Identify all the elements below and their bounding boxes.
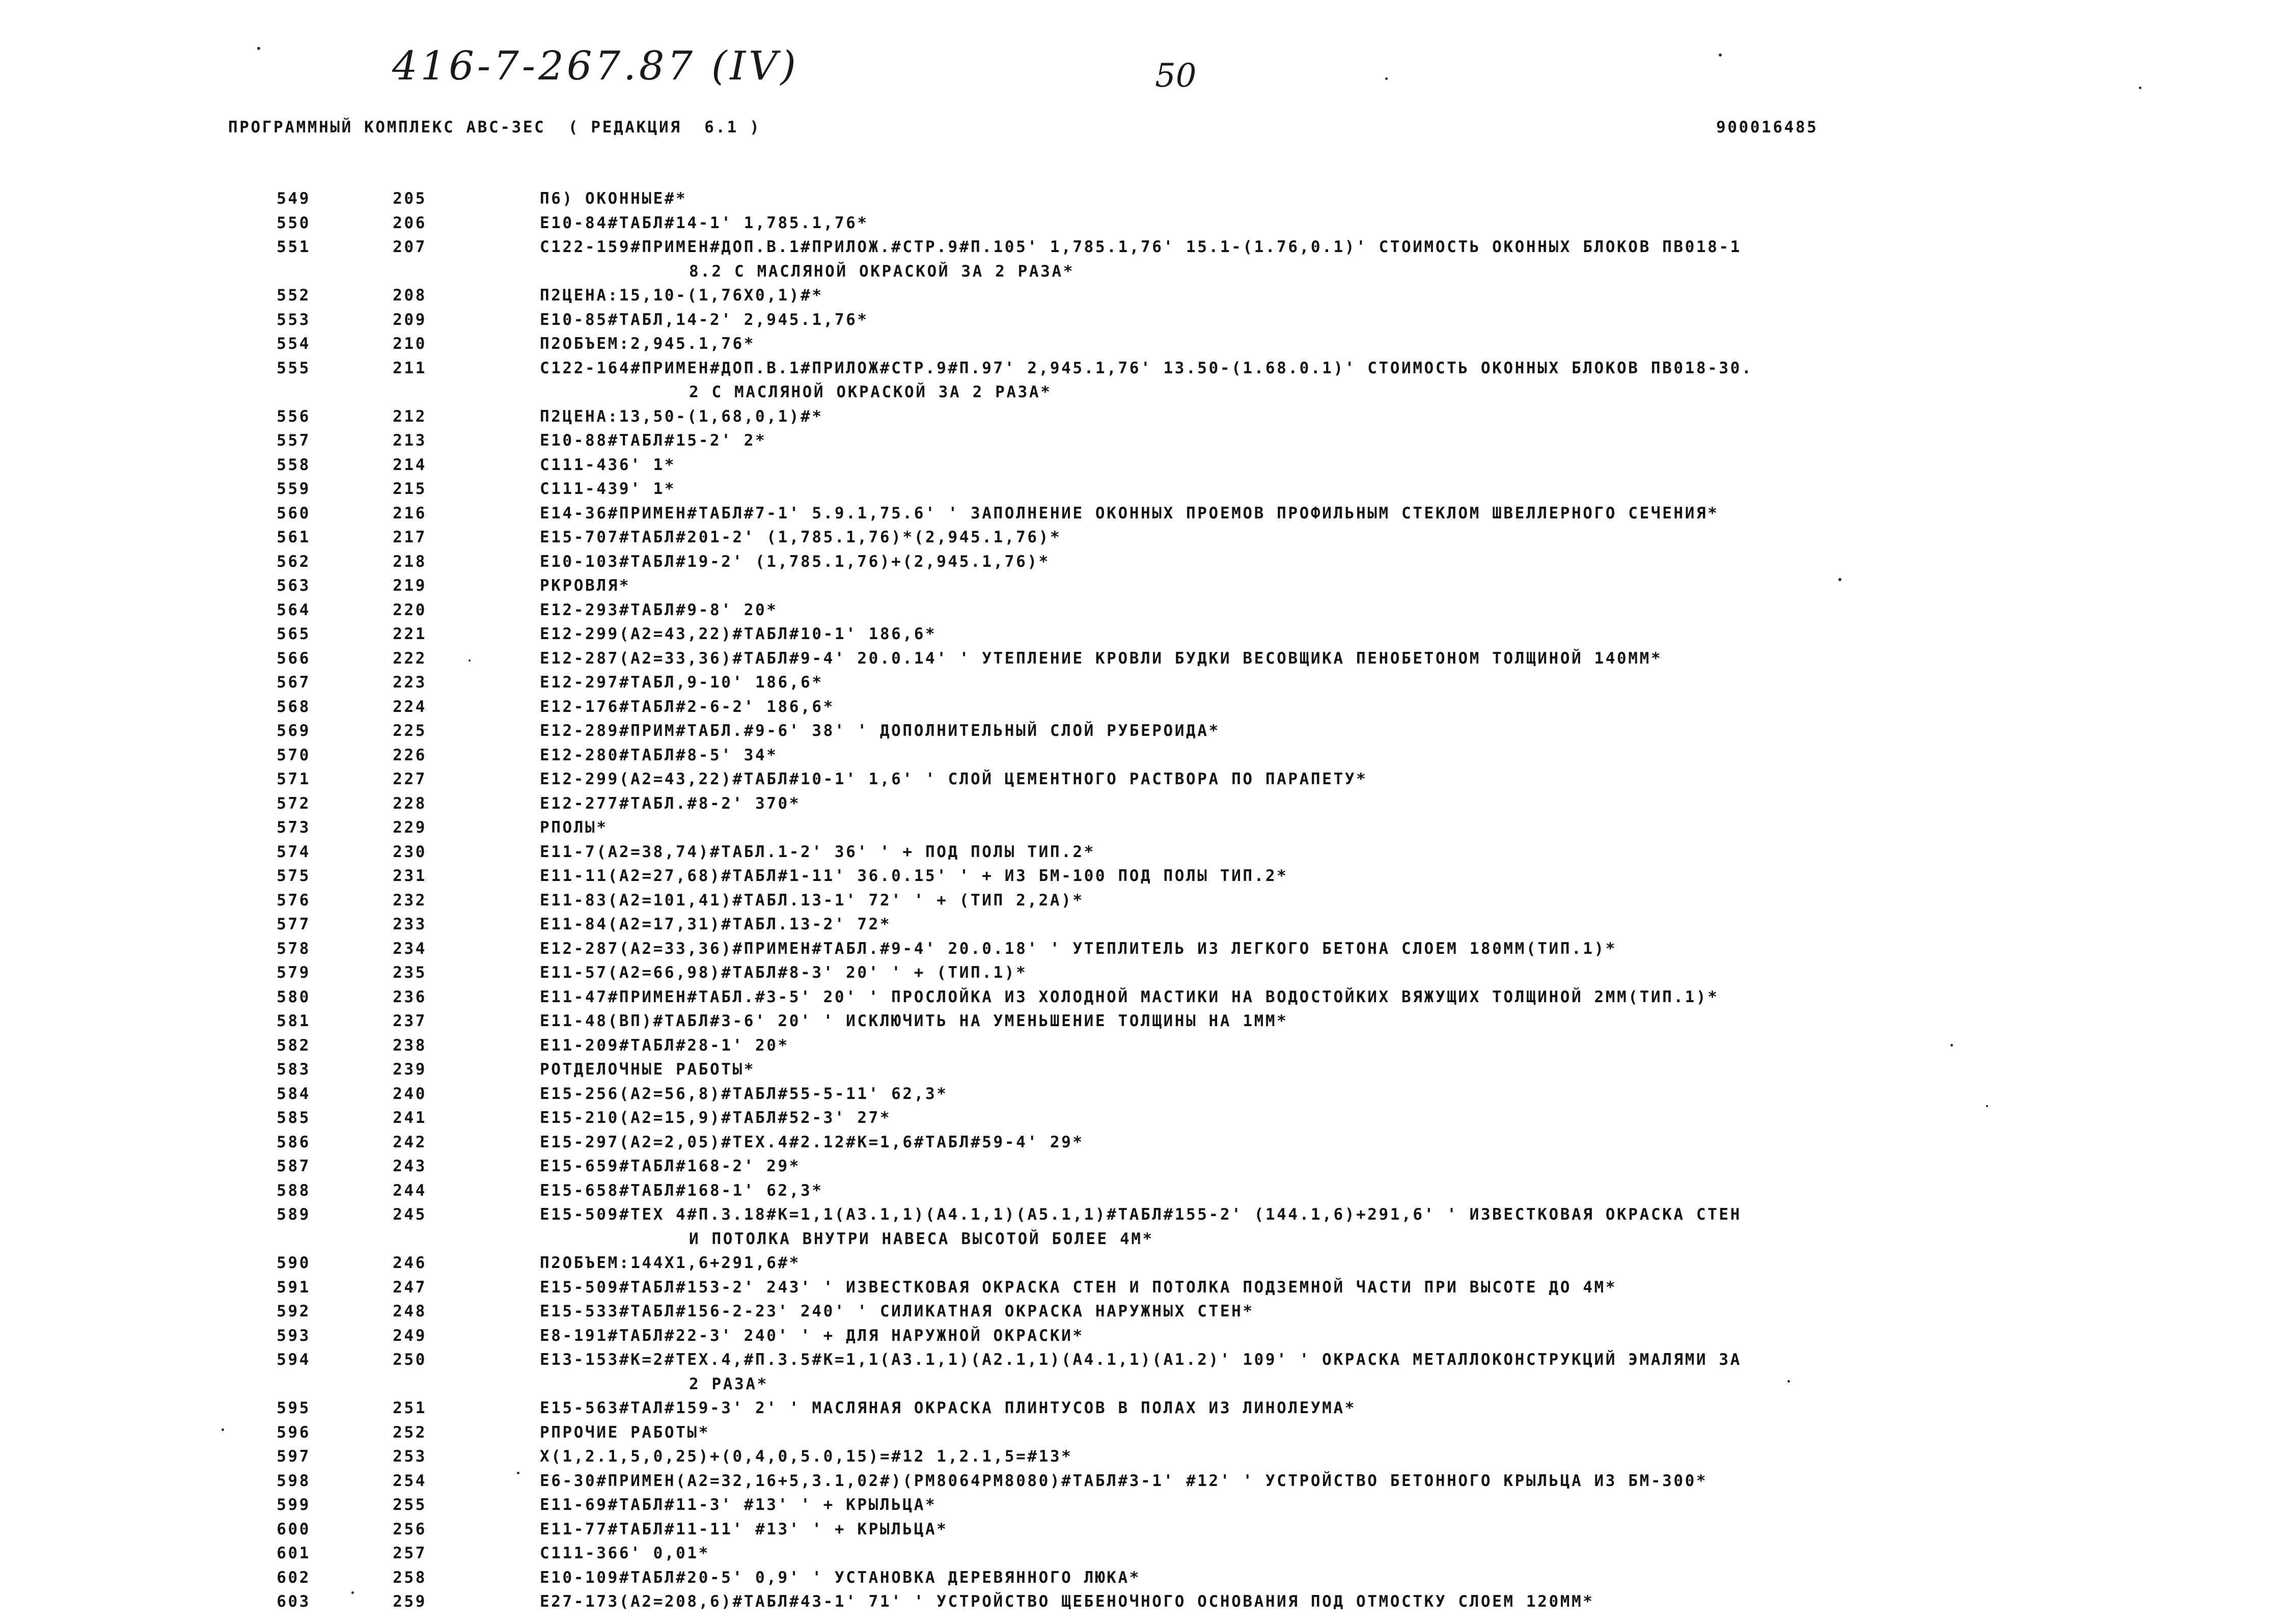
statement-text: Е11-83(А2=101,41)#ТАБЛ.13-1' 72' ' + (ТИП 2,2А)*: [540, 891, 1084, 910]
line-number: 553: [277, 310, 311, 329]
listing-row: [0, 1036, 2285, 1061]
statement-text: РКРОВЛЯ*: [540, 576, 631, 595]
listing-row: [0, 1520, 2285, 1545]
line-number: 571: [277, 770, 311, 788]
statement-text: Е10-85#ТАБЛ,14-2' 2,945.1,76*: [540, 310, 869, 329]
statement-text: Е10-88#ТАБЛ#15-2' 2*: [540, 431, 767, 450]
statement-text: Е12-297#ТАБЛ,9-10' 186,6*: [540, 673, 823, 692]
statement-text: Е15-509#ТАБЛ#153-2' 243' ' ИЗВЕСТКОВАЯ ОКРАСКА СТЕН И ПОТОЛКА ПОДЗЕМНОЙ ЧАСТИ ПРИ ВЫСОТЕ ДО 4М*: [540, 1278, 1617, 1297]
statement-text: Е15-256(А2=56,8)#ТАБЛ#55-5-11' 62,3*: [540, 1084, 948, 1103]
scan-speck: [1385, 77, 1388, 80]
program-header: ПРОГРАММНЫЙ КОМПЛЕКС АВС-3ЕС ( РЕДАКЦИЯ 6.1 ): [228, 118, 761, 136]
statement-number: 217: [393, 528, 427, 546]
statement-text: Е11-57(А2=66,98)#ТАБЛ#8-3' 20' ' + (ТИП.1)*: [540, 964, 1028, 982]
statement-text: Е12-287(А2=33,36)#ПРИМЕН#ТАБЛ.#9-4' 20.0.18' ' УТЕПЛИТЕЛЬ ИЗ ЛЕГКОГО БЕТОНА СЛОЕМ 180ММ(ТИП.1)*: [540, 939, 1617, 958]
scan-speck: [222, 1428, 224, 1431]
listing-row: [0, 601, 2285, 625]
listing-row: [0, 238, 2285, 262]
listing-continuation-row: [0, 262, 2285, 287]
line-number: 601: [277, 1544, 311, 1562]
listing-row: [0, 1327, 2285, 1351]
listing-continuation-row: [0, 1375, 2285, 1399]
line-number: 581: [277, 1012, 311, 1030]
statement-number: 232: [393, 891, 427, 910]
line-number: 552: [277, 286, 311, 305]
line-number: 588: [277, 1181, 311, 1200]
statement-continuation-text: 2 РАЗА*: [689, 1374, 768, 1393]
statement-text: Е6-30#ПРИМЕН(А2=32,16+5,3.1,02#)(РМ8064РМ8080)#ТАБЛ#3-1' #12' ' УСТРОЙСТВО БЕТОННОГО КРЫЛЬЦА ИЗ БМ-300*: [540, 1471, 1708, 1490]
line-number: 585: [277, 1109, 311, 1127]
statement-number: 242: [393, 1133, 427, 1151]
line-number: 563: [277, 576, 311, 595]
listing-row: [0, 553, 2285, 577]
scan-speck: [1787, 1380, 1790, 1383]
statement-number: 227: [393, 770, 427, 788]
statement-number: 257: [393, 1544, 427, 1562]
statement-text: Е11-84(А2=17,31)#ТАБЛ.13-2' 72*: [540, 915, 892, 933]
line-number: 561: [277, 528, 311, 546]
listing-row: [0, 964, 2285, 988]
statement-text: Е12-293#ТАБЛ#9-8' 20*: [540, 600, 778, 619]
line-number: 554: [277, 335, 311, 353]
listing-row: [0, 988, 2285, 1012]
line-number: 574: [277, 842, 311, 861]
listing-row: [0, 794, 2285, 819]
statement-text: Е11-77#ТАБЛ#11-11' #13' ' + КРЫЛЬЦА*: [540, 1520, 948, 1538]
line-number: 577: [277, 915, 311, 933]
statement-text: РОТДЕЛОЧНЫЕ РАБОТЫ*: [540, 1060, 756, 1079]
statement-text: П2ЦЕНА:15,10-(1,76Х0,1)#*: [540, 286, 823, 305]
statement-text: С111-436' 1*: [540, 455, 676, 474]
line-number: 551: [277, 238, 311, 256]
statement-number: 208: [393, 286, 427, 305]
statement-number: 214: [393, 455, 427, 474]
listing-row: [0, 1012, 2285, 1036]
statement-number: 239: [393, 1060, 427, 1079]
listing-row: [0, 504, 2285, 529]
statement-text: Е15-509#ТЕХ 4#П.3.18#К=1,1(А3.1,1)(А4.1,1)(А5.1,1)#ТАБЛ#155-2' (144.1,6)+291,6' ' ИЗВЕСТКОВАЯ ОКРАСКА СТЕН: [540, 1205, 1742, 1224]
statement-text: Е10-109#ТАБЛ#20-5' 0,9' ' УСТАНОВКА ДЕРЕВЯННОГО ЛЮКА*: [540, 1568, 1141, 1587]
statement-number: 247: [393, 1278, 427, 1297]
line-number: 559: [277, 480, 311, 498]
scan-speck: [1838, 578, 1841, 581]
line-number: 598: [277, 1471, 311, 1490]
statement-text: Е27-173(А2=208,6)#ТАБЛ#43-1' 71' ' УСТРОЙСТВО ЩЕБЕНОЧНОГО ОСНОВАНИЯ ПОД ОТМОСТКУ СЛОЕМ 120ММ*: [540, 1592, 1594, 1611]
listing-row: [0, 1278, 2285, 1303]
line-number: 597: [277, 1447, 311, 1466]
listing-row: [0, 915, 2285, 940]
line-number: 557: [277, 431, 311, 450]
line-number: 580: [277, 987, 311, 1006]
listing-row: [0, 286, 2285, 311]
statement-text: Е15-658#ТАБЛ#168-1' 62,3*: [540, 1181, 823, 1200]
listing-row: [0, 673, 2285, 698]
statement-text: Е11-11(А2=27,68)#ТАБЛ#1-11' 36.0.15' ' + ИЗ БМ-100 ПОД ПОЛЫ ТИП.2*: [540, 867, 1288, 885]
listing-row: [0, 335, 2285, 359]
statement-number: 225: [393, 722, 427, 740]
line-number: 603: [277, 1592, 311, 1611]
statement-text: С122-159#ПРИМЕН#ДОП.В.1#ПРИЛОЖ.#СТР.9#П.105' 1,785.1,76' 15.1-(1.76,0.1)' СТОИМОСТЬ ОКОННЫХ БЛОКОВ ПВ018-1: [540, 238, 1742, 256]
statement-number: 238: [393, 1036, 427, 1055]
handwritten-page-number: 50: [1155, 57, 1197, 95]
statement-text: Е12-299(А2=43,22)#ТАБЛ#10-1' 186,6*: [540, 625, 937, 643]
listing-row: [0, 770, 2285, 794]
listing-row: [0, 1544, 2285, 1568]
listing-row: [0, 528, 2285, 553]
line-number: 589: [277, 1205, 311, 1224]
listing-row: [0, 1205, 2285, 1230]
statement-text: Е11-69#ТАБЛ#11-3' #13' ' + КРЫЛЬЦА*: [540, 1496, 937, 1514]
statement-text: Е15-210(А2=15,9)#ТАБЛ#52-3' 27*: [540, 1109, 892, 1127]
statement-text: Е13-153#К=2#ТЕХ.4,#П.3.5#К=1,1(А3.1,1)(А2.1,1)(А4.1,1)(А1.2)' 109' ' ОКРАСКА МЕТАЛЛОКОНСТРУКЦИЙ ЭМАЛЯМИ ЗА: [540, 1351, 1742, 1369]
statement-text: РПРОЧИЕ РАБОТЫ*: [540, 1423, 710, 1442]
listing-continuation-row: [0, 383, 2285, 407]
listing-row: [0, 1351, 2285, 1375]
listing-row: [0, 891, 2285, 916]
statement-text: Е10-84#ТАБЛ#14-1' 1,785.1,76*: [540, 213, 869, 232]
line-number: 600: [277, 1520, 311, 1538]
listing-row: [0, 649, 2285, 674]
statement-number: 258: [393, 1568, 427, 1587]
listing-row: [0, 1302, 2285, 1327]
statement-continuation-text: 2 С МАСЛЯНОЙ ОКРАСКОЙ ЗА 2 РАЗА*: [689, 383, 1052, 401]
statement-number: 243: [393, 1157, 427, 1175]
scan-speck: [469, 659, 471, 662]
statement-number: 245: [393, 1205, 427, 1224]
statement-number: 216: [393, 504, 427, 522]
line-number: 586: [277, 1133, 311, 1151]
statement-number: 256: [393, 1520, 427, 1538]
listing-row: [0, 431, 2285, 456]
line-number: 594: [277, 1351, 311, 1369]
statement-text: Е11-48(ВП)#ТАБЛ#3-6' 20' ' ИСКЛЮЧИТЬ НА УМЕНЬШЕНИЕ ТОЛЩИНЫ НА 1ММ*: [540, 1012, 1288, 1030]
statement-text: Е15-533#ТАБЛ#156-2-23' 240' ' СИЛИКАТНАЯ ОКРАСКА НАРУЖНЫХ СТЕН*: [540, 1302, 1254, 1320]
line-number: 579: [277, 964, 311, 982]
line-number: 587: [277, 1157, 311, 1175]
statement-number: 226: [393, 746, 427, 764]
statement-text: Е15-659#ТАБЛ#168-2' 29*: [540, 1157, 801, 1175]
listing-row: [0, 746, 2285, 770]
listing-row: [0, 189, 2285, 214]
statement-text: Е11-47#ПРИМЕН#ТАБЛ.#3-5' 20' ' ПРОСЛОЙКА ИЗ ХОЛОДНОЙ МАСТИКИ НА ВОДОСТОЙКИХ ВЯЖУЩИХ ТОЛЩИНОЙ 2ММ(ТИП.1)*: [540, 987, 1719, 1006]
statement-text: Е15-707#ТАБЛ#201-2' (1,785.1,76)*(2,945.1,76)*: [540, 528, 1062, 546]
line-number: 568: [277, 697, 311, 716]
statement-number: 253: [393, 1447, 427, 1466]
line-number: 583: [277, 1060, 311, 1079]
line-number: 562: [277, 552, 311, 571]
scan-speck: [2139, 87, 2141, 89]
statement-number: 240: [393, 1084, 427, 1103]
listing-row: [0, 1254, 2285, 1278]
scan-speck: [1986, 1105, 1988, 1107]
scan-speck: [1719, 53, 1722, 57]
statement-number: 246: [393, 1254, 427, 1272]
statement-text: П6) ОКОННЫЕ#*: [540, 189, 687, 208]
listing-row: [0, 214, 2285, 238]
listing-row: [0, 1181, 2285, 1206]
statement-continuation-text: 8.2 С МАСЛЯНОЙ ОКРАСКОЙ ЗА 2 РАЗА*: [689, 262, 1075, 281]
line-number: 558: [277, 455, 311, 474]
statement-number: 206: [393, 213, 427, 232]
statement-text: Е11-7(А2=38,74)#ТАБЛ.1-2' 36' ' + ПОД ПОЛЫ ТИП.2*: [540, 842, 1095, 861]
line-number: 550: [277, 213, 311, 232]
statement-number: 236: [393, 987, 427, 1006]
statement-number: 244: [393, 1181, 427, 1200]
listing-continuation-row: [0, 1230, 2285, 1254]
statement-text: Е12-280#ТАБЛ#8-5' 34*: [540, 746, 778, 764]
line-number: 576: [277, 891, 311, 910]
line-number: 572: [277, 794, 311, 813]
line-number: 582: [277, 1036, 311, 1055]
statement-text: Е12-299(А2=43,22)#ТАБЛ#10-1' 1,6' ' СЛОЙ ЦЕМЕНТНОГО РАСТВОРА ПО ПАРАПЕТУ*: [540, 770, 1368, 788]
scan-speck: [257, 47, 260, 50]
statement-number: 235: [393, 964, 427, 982]
listing-row: [0, 818, 2285, 843]
statement-text: С122-164#ПРИМЕН#ДОП.В.1#ПРИЛОЖ#СТР.9#П.97' 2,945.1,76' 13.50-(1.68.0.1)' СТОИМОСТЬ ОКОННЫХ БЛОКОВ ПВ018-30.: [540, 359, 1753, 377]
statement-number: 254: [393, 1471, 427, 1490]
line-number: 591: [277, 1278, 311, 1297]
statement-text: П2ОБЪЕМ:144Х1,6+291,6#*: [540, 1254, 801, 1272]
line-number: 595: [277, 1399, 311, 1417]
statement-text: С111-439' 1*: [540, 480, 676, 498]
statement-number: 250: [393, 1351, 427, 1369]
listing-row: [0, 1447, 2285, 1472]
statement-text: С111-366' 0,01*: [540, 1544, 710, 1562]
listing-row: [0, 407, 2285, 432]
statement-text: П2ЦЕНА:13,50-(1,68,0,1)#*: [540, 407, 823, 426]
statement-number: 210: [393, 335, 427, 353]
statement-text: Е15-563#ТАЛ#159-3' 2' ' МАСЛЯНАЯ ОКРАСКА ПЛИНТУСОВ В ПОЛАХ ИЗ ЛИНОЛЕУМА*: [540, 1399, 1356, 1417]
statement-number: 228: [393, 794, 427, 813]
line-number: 565: [277, 625, 311, 643]
statement-text: Е8-191#ТАБЛ#22-3' 240' ' + ДЛЯ НАРУЖНОЙ ОКРАСКИ*: [540, 1326, 1084, 1345]
listing-row: [0, 698, 2285, 722]
statement-number: 241: [393, 1109, 427, 1127]
statement-number: 207: [393, 238, 427, 256]
statement-number: 218: [393, 552, 427, 571]
statement-number: 233: [393, 915, 427, 933]
statement-number: 231: [393, 867, 427, 885]
statement-number: 212: [393, 407, 427, 426]
statement-text: Х(1,2.1,5,0,25)+(0,4,0,5.0,15)=#12 1,2.1,5=#13*: [540, 1447, 1073, 1466]
statement-number: 251: [393, 1399, 427, 1417]
statement-number: 259: [393, 1592, 427, 1611]
listing-row: [0, 1399, 2285, 1423]
statement-number: 230: [393, 842, 427, 861]
code-listing: [0, 189, 2285, 1617]
listing-row: [0, 1085, 2285, 1109]
line-number: 584: [277, 1084, 311, 1103]
handwritten-document-code: 416-7-267.87 (IV): [392, 43, 799, 89]
statement-number: 223: [393, 673, 427, 692]
line-number: 556: [277, 407, 311, 426]
statement-continuation-text: И ПОТОЛКА ВНУТРИ НАВЕСА ВЫСОТОЙ БОЛЕЕ 4М*: [689, 1229, 1154, 1248]
listing-row: [0, 576, 2285, 601]
statement-text: Е11-209#ТАБЛ#28-1' 20*: [540, 1036, 789, 1055]
statement-number: 205: [393, 189, 427, 208]
statement-text: Е12-277#ТАБЛ.#8-2' 370*: [540, 794, 801, 813]
statement-number: 237: [393, 1012, 427, 1030]
statement-number: 211: [393, 359, 427, 377]
listing-row: [0, 359, 2285, 383]
listing-row: [0, 456, 2285, 480]
statement-number: 222: [393, 649, 427, 668]
statement-number: 209: [393, 310, 427, 329]
statement-number: 248: [393, 1302, 427, 1320]
statement-text: Е12-287(А2=33,36)#ТАБЛ#9-4' 20.0.14' ' УТЕПЛЕНИЕ КРОВЛИ БУДКИ ВЕСОВЩИКА ПЕНОБЕТОНОМ ТОЛЩИНОЙ 140ММ*: [540, 649, 1663, 668]
listing-row: [0, 1060, 2285, 1085]
statement-number: 220: [393, 600, 427, 619]
statement-number: 221: [393, 625, 427, 643]
statement-number: 215: [393, 480, 427, 498]
line-number: 570: [277, 746, 311, 764]
line-number: 564: [277, 600, 311, 619]
statement-number: 213: [393, 431, 427, 450]
listing-row: [0, 1423, 2285, 1448]
line-number: 566: [277, 649, 311, 668]
scan-speck: [351, 1591, 354, 1594]
listing-row: [0, 480, 2285, 504]
statement-number: 224: [393, 697, 427, 716]
listing-row: [0, 722, 2285, 746]
scan-speck: [1950, 1044, 1953, 1047]
listing-row: [0, 1496, 2285, 1520]
line-number: 602: [277, 1568, 311, 1587]
listing-row: [0, 1472, 2285, 1496]
line-number: 599: [277, 1496, 311, 1514]
statement-number: 255: [393, 1496, 427, 1514]
listing-row: [0, 1592, 2285, 1617]
line-number: 560: [277, 504, 311, 522]
statement-text: Е12-289#ПРИМ#ТАБЛ.#9-6' 38' ' ДОПОЛНИТЕЛЬНЫЙ СЛОЙ РУБЕРОИДА*: [540, 722, 1220, 740]
line-number: 596: [277, 1423, 311, 1442]
listing-row: [0, 867, 2285, 891]
line-number: 590: [277, 1254, 311, 1272]
statement-text: П2ОБЪЕМ:2,945.1,76*: [540, 335, 756, 353]
statement-number: 252: [393, 1423, 427, 1442]
listing-row: [0, 311, 2285, 335]
statement-number: 219: [393, 576, 427, 595]
line-number: 578: [277, 939, 311, 958]
line-number: 593: [277, 1326, 311, 1345]
line-number: 555: [277, 359, 311, 377]
statement-number: 229: [393, 818, 427, 837]
statement-text: Е14-36#ПРИМЕН#ТАБЛ#7-1' 5.9.1,75.6' ' ЗАПОЛНЕНИЕ ОКОННЫХ ПРОЕМОВ ПРОФИЛЬНЫМ СТЕКЛОМ ШВЕЛЛЕРНОГО СЕЧЕНИЯ*: [540, 504, 1719, 522]
document-number: 900016485: [1716, 118, 1819, 136]
line-number: 567: [277, 673, 311, 692]
listing-row: [0, 1568, 2285, 1593]
statement-text: Е12-176#ТАБЛ#2-6-2' 186,6*: [540, 697, 835, 716]
line-number: 575: [277, 867, 311, 885]
listing-row: [0, 1109, 2285, 1133]
statement-text: РПОЛЫ*: [540, 818, 608, 837]
line-number: 573: [277, 818, 311, 837]
line-number: 549: [277, 189, 311, 208]
scan-speck: [517, 1472, 519, 1474]
listing-row: [0, 940, 2285, 964]
statement-number: 234: [393, 939, 427, 958]
statement-number: 249: [393, 1326, 427, 1345]
statement-text: Е15-297(А2=2,05)#ТЕХ.4#2.12#К=1,6#ТАБЛ#59-4' 29*: [540, 1133, 1084, 1151]
line-number: 569: [277, 722, 311, 740]
listing-row: [0, 625, 2285, 649]
listing-row: [0, 843, 2285, 867]
listing-row: [0, 1157, 2285, 1181]
listing-row: [0, 1133, 2285, 1158]
statement-text: Е10-103#ТАБЛ#19-2' (1,785.1,76)+(2,945.1,76)*: [540, 552, 1050, 571]
line-number: 592: [277, 1302, 311, 1320]
